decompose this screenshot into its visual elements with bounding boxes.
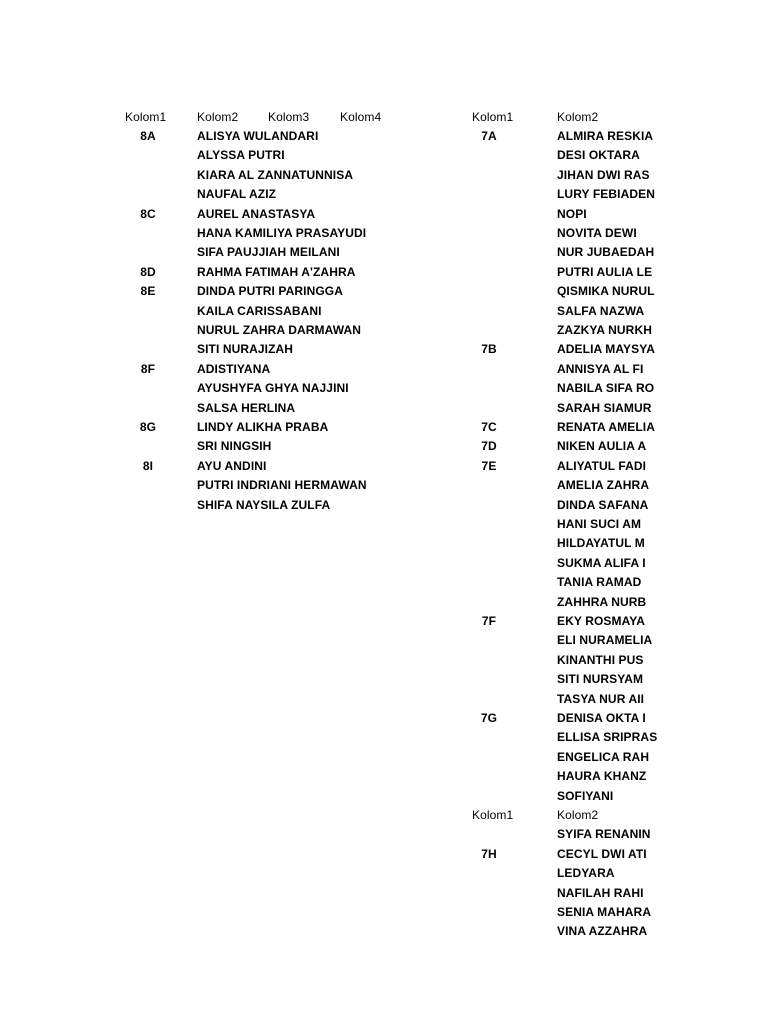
left-name-cell: RAHMA FATIMAH A'ZAHRA bbox=[197, 264, 356, 279]
right-name-cell: AMELIA ZAHRA bbox=[557, 478, 650, 493]
left-class-cell: 8D bbox=[140, 264, 156, 279]
right-second-header-clip bbox=[557, 0, 646, 1024]
left-header-kolom4: Kolom4 bbox=[340, 110, 382, 124]
left-name-cell: DINDA PUTRI PARINGGA bbox=[197, 284, 343, 299]
left-header-kolom3: Kolom3 bbox=[268, 110, 310, 124]
right-class-cell: 7F bbox=[481, 614, 497, 628]
right-name-cell: SOFIYANI bbox=[557, 788, 614, 803]
left-name-cell: PUTRI INDRIANI HERMAWAN bbox=[197, 478, 367, 493]
right-name-cell: VINA AZZAHRA bbox=[557, 924, 648, 939]
right-class-cell: 7H bbox=[481, 846, 497, 861]
right-name-cell: LEDYARA bbox=[557, 866, 615, 881]
right-name-cell: JIHAN DWI RAS bbox=[557, 167, 650, 182]
right-class-cell: 7B bbox=[481, 342, 497, 357]
right-name-cell: DENISA OKTA I bbox=[557, 711, 646, 725]
right-name-cell: ANNISYA AL FI bbox=[557, 361, 644, 376]
left-name-cell: SALSA HERLINA bbox=[197, 400, 296, 415]
left-class-cell: 8E bbox=[140, 284, 156, 299]
right-class-cell: 7A bbox=[481, 129, 497, 143]
right-header-kolom1: Kolom1 bbox=[472, 110, 514, 124]
right-name-cell: DESI OKTARA bbox=[557, 148, 640, 163]
left-name-cell: KAILA CARISSABANI bbox=[197, 303, 322, 318]
right-name-cell: TANIA RAMAD bbox=[557, 575, 642, 590]
right-class-cell: 7D bbox=[481, 439, 497, 454]
right-name-cell: HANI SUCI AM bbox=[557, 517, 642, 531]
right-name-cell: NUR JUBAEDAH bbox=[557, 245, 655, 260]
right-name-cell: SITI NURSYAM bbox=[557, 672, 644, 687]
left-name-cell: NURUL ZAHRA DARMAWAN bbox=[197, 323, 361, 337]
left-class-cell: 8I bbox=[142, 458, 154, 473]
left-name-cell: SHIFA NAYSILA ZULFA bbox=[197, 497, 331, 512]
right-name-cell: ALMIRA RESKIA bbox=[557, 129, 654, 143]
left-name-cell: SITI NURAJIZAH bbox=[197, 342, 294, 357]
right-second-header-kolom2: Kolom2 bbox=[557, 808, 599, 822]
right-name-cell: RENATA AMELIA bbox=[557, 420, 655, 434]
right-name-cell: ADELIA MAYSYA bbox=[557, 342, 655, 357]
right-class-cell: 7G bbox=[480, 711, 498, 725]
right-class-cell: 7C bbox=[481, 420, 497, 434]
left-header-kolom1: Kolom1 bbox=[125, 110, 167, 124]
right-name-cell: TASYA NUR AII bbox=[557, 691, 645, 706]
left-class-cell: 8G bbox=[139, 420, 157, 434]
right-name-cell: NOPI bbox=[557, 206, 587, 221]
right-name-cell: ELI NURAMELIA bbox=[557, 633, 653, 648]
right-class-cell: 7E bbox=[481, 458, 497, 473]
right-name-cell: ELLISA SRIPRAS bbox=[557, 730, 658, 745]
right-name-cell: HAURA KHANZ bbox=[557, 769, 647, 784]
left-name-cell: AUREL ANASTASYA bbox=[197, 206, 316, 221]
right-name-cell: ENGELICA RAH bbox=[557, 749, 650, 764]
right-name-cell: KINANTHI PUS bbox=[557, 652, 644, 667]
left-name-cell: NAUFAL AZIZ bbox=[197, 187, 277, 202]
right-name-cell: NOVITA DEWI bbox=[557, 226, 637, 240]
right-name-cell: SYIFA RENANIN bbox=[557, 827, 651, 842]
left-header-kolom2: Kolom2 bbox=[197, 110, 239, 124]
left-name-cell: ADISTIYANA bbox=[197, 361, 271, 376]
left-class-cell: 8A bbox=[140, 129, 156, 143]
right-name-cell: LURY FEBIADEN bbox=[557, 187, 655, 202]
right-name-cell: NIKEN AULIA A bbox=[557, 439, 647, 454]
right-name-cell: SENIA MAHARA bbox=[557, 905, 652, 919]
left-name-cell: ALISYA WULANDARI bbox=[197, 129, 319, 143]
left-name-cell: AYU ANDINI bbox=[197, 458, 267, 473]
left-name-cell: AYUSHYFA GHYA NAJJINI bbox=[197, 381, 349, 396]
left-name-cell: KIARA AL ZANNATUNNISA bbox=[197, 167, 354, 182]
right-name-cell: ALIYATUL FADI bbox=[557, 458, 647, 473]
left-name-cell: LINDY ALIKHA PRABA bbox=[197, 420, 329, 434]
right-second-header-kolom1: Kolom1 bbox=[472, 808, 514, 822]
left-name-cell: ALYSSA PUTRI bbox=[197, 148, 285, 163]
left-name-cell: SIFA PAUJJIAH MEILANI bbox=[197, 245, 340, 260]
right-name-cell: SARAH SIAMUR bbox=[557, 400, 652, 415]
right-name-cell: ZAHHRA NURB bbox=[557, 594, 647, 609]
right-name-cell: CECYL DWI ATI bbox=[557, 846, 647, 861]
right-name-cell: DINDA SAFANA bbox=[557, 497, 649, 512]
right-name-cell: HILDAYATUL M bbox=[557, 536, 645, 551]
left-class-cell: 8C bbox=[140, 206, 156, 221]
right-name-cell: QISMIKA NURUL bbox=[557, 284, 655, 299]
right-name-cell: SALFA NAZWA bbox=[557, 303, 645, 318]
right-name-cell: ZAZKYA NURKH bbox=[557, 323, 652, 337]
right-header-kolom2: Kolom2 bbox=[557, 110, 599, 124]
left-name-cell: HANA KAMILIYA PRASAYUDI bbox=[197, 226, 367, 240]
right-name-cell: SUKMA ALIFA I bbox=[557, 555, 646, 570]
right-name-cell: PUTRI AULIA LE bbox=[557, 264, 653, 279]
left-class-cell: 8F bbox=[140, 361, 156, 376]
left-name-cell: SRI NINGSIH bbox=[197, 439, 272, 454]
right-name-cell: EKY ROSMAYA bbox=[557, 614, 646, 628]
right-name-cell: NAFILAH RAHI bbox=[557, 885, 644, 900]
right-name-cell: NABILA SIFA RO bbox=[557, 381, 655, 396]
